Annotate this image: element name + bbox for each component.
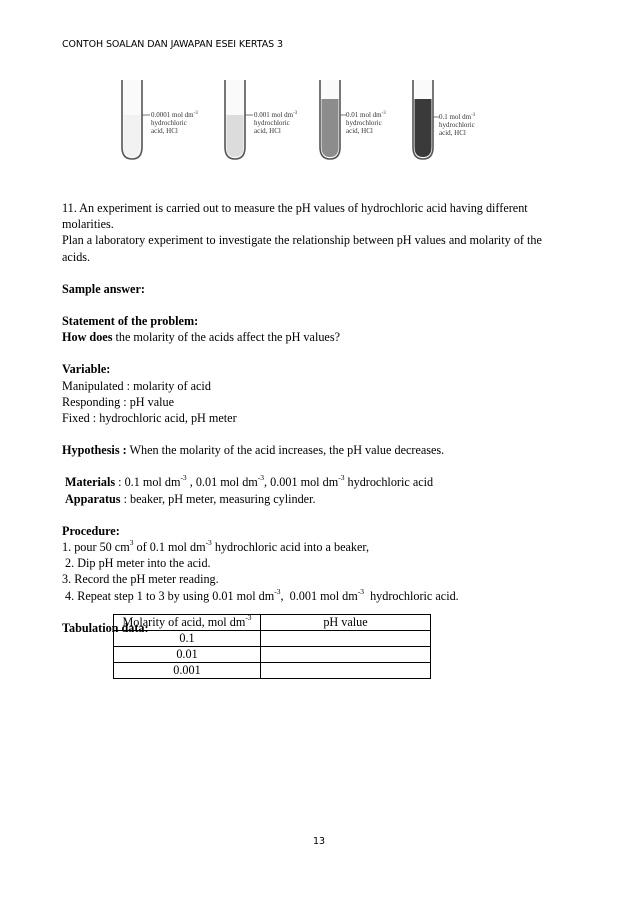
- header-molarity-exp: -3: [245, 612, 252, 622]
- tube-1-line3: acid, HCl: [151, 127, 178, 135]
- tabulation-heading: Tabulation data:: [62, 620, 149, 635]
- tube-4-line2: hydrochloric: [439, 121, 475, 129]
- tube-2-conc: 0.001 mol dm: [254, 111, 294, 119]
- test-tube-4: [413, 80, 476, 159]
- materials-part-2: , 0.01 mol dm: [186, 475, 258, 490]
- acid-liquid-1: [124, 115, 141, 157]
- svg-text:0.0001 mol dm-3: [151, 111, 198, 119]
- statement-heading: Statement of the problem:: [62, 314, 199, 329]
- table-row: [114, 631, 431, 647]
- step-4-part-a: 4. Repeat step 1 to 3 by using 0.01 mol dm: [62, 588, 275, 603]
- tube-2-line2: hydrochloric: [254, 119, 290, 127]
- tube-1-conc: 0.0001 mol dm: [151, 111, 194, 119]
- apparatus: [62, 491, 582, 507]
- procedure-heading: Procedure:: [62, 523, 120, 538]
- apparatus-label: Apparatus: [65, 491, 121, 506]
- tube-4-conc: 0.1 mol dm: [439, 113, 472, 121]
- materials-part-4: hydrochloric acid: [344, 475, 434, 490]
- test-tube-2: [225, 80, 298, 159]
- question-line-2: molarities.: [62, 217, 114, 232]
- test-tube-1: [122, 80, 198, 159]
- materials-part-1: : 0.1 mol dm: [115, 475, 181, 490]
- materials-part-3: , 0.001 mol dm: [264, 475, 339, 490]
- molarity-cell: 0.1: [114, 631, 261, 647]
- step-4-part-c: hydrochloric acid.: [363, 588, 459, 603]
- procedure-step-1: [62, 539, 582, 555]
- procedure-step-3: 3. Record the pH meter reading.: [62, 572, 219, 587]
- step-1-exp-b: -3: [205, 537, 212, 547]
- tube-2-exp: -3: [293, 111, 298, 116]
- step-1-part-b: of 0.1 mol dm: [133, 540, 206, 555]
- variable-responding: Responding : pH value: [62, 394, 175, 409]
- ph-cell: [261, 631, 431, 647]
- step-1-part-a: 1. pour 50 cm: [62, 540, 130, 555]
- molarity-cell: 0.001: [114, 663, 261, 679]
- acid-liquid-4: [415, 99, 432, 157]
- page-header: CONTOH SOALAN DAN JAWAPAN ESEI KERTAS 3: [62, 39, 283, 50]
- header-molarity-text: Molarity of acid, mol dm: [122, 615, 246, 629]
- materials-exp-1: -3: [180, 473, 187, 483]
- molarity-cell: 0.01: [114, 647, 261, 663]
- question-line-4: acids.: [62, 249, 91, 264]
- materials: [62, 474, 582, 490]
- svg-text:0.01 mol dm-3: [346, 111, 386, 119]
- hypothesis: [62, 442, 582, 458]
- statement-bold: How does: [62, 330, 113, 345]
- tube-1-line2: hydrochloric: [151, 119, 187, 127]
- test-tube-3: [320, 80, 386, 159]
- statement-rest: the molarity of the acids affect the pH values?: [112, 330, 340, 345]
- ph-cell: [261, 647, 431, 663]
- step-1-exp-a: 3: [129, 537, 134, 547]
- hypothesis-text: When the molarity of the acid increases, the pH value decreases.: [126, 443, 445, 458]
- test-tubes-figure: [110, 75, 520, 170]
- sample-answer-heading: Sample answer:: [62, 281, 145, 296]
- tube-3-conc: 0.01 mol dm: [346, 111, 382, 119]
- procedure-step-2: 2. Dip pH meter into the acid.: [62, 556, 211, 571]
- svg-text:0.001 mol dm-3: [254, 111, 298, 119]
- tube-2-line3: acid, HCl: [254, 127, 281, 135]
- variable-fixed: Fixed : hydrochloric acid, pH meter: [62, 411, 237, 426]
- tube-1-exp: -3: [193, 111, 198, 116]
- table-header-ph: pH value: [261, 615, 431, 631]
- procedure-step-4: [62, 588, 582, 604]
- table-header-row: [114, 615, 431, 631]
- question-line-3: Plan a laboratory experiment to investigate the relationship between pH values and molarity of the: [62, 233, 542, 248]
- document-body: [62, 200, 582, 636]
- variable-manipulated: Manipulated : molarity of acid: [62, 378, 211, 393]
- svg-text:0.1 mol dm-3: [439, 113, 476, 121]
- question-line-1: 11. An experiment is carried out to measure the pH values of hydrochloric acid having different: [62, 201, 528, 215]
- acid-liquid-3: [322, 99, 339, 157]
- materials-exp-3: -3: [338, 473, 345, 483]
- ph-cell: [261, 663, 431, 679]
- table-header-molarity: [114, 612, 261, 631]
- step-4-exp-b: -3: [357, 586, 364, 596]
- acid-liquid-2: [227, 115, 244, 157]
- tabulation-table: [113, 614, 431, 679]
- tube-4-line3: acid, HCl: [439, 129, 466, 137]
- materials-label: Materials: [65, 475, 116, 490]
- page-number: 13: [312, 836, 326, 847]
- hypothesis-label: Hypothesis :: [62, 443, 127, 458]
- table-row: [114, 663, 431, 679]
- materials-exp-2: -3: [257, 473, 265, 483]
- tube-3-exp: -3: [381, 111, 386, 116]
- apparatus-text: : beaker, pH meter, measuring cylinder.: [120, 491, 316, 506]
- statement-text: [62, 329, 582, 345]
- tube-3-line2: hydrochloric: [346, 119, 382, 127]
- table-row: [114, 647, 431, 663]
- tube-3-line3: acid, HCl: [346, 127, 373, 135]
- tube-4-exp: -3: [471, 113, 476, 118]
- step-1-part-c: hydrochloric acid into a beaker,: [211, 540, 370, 555]
- step-4-exp-a: -3: [274, 586, 281, 596]
- step-4-part-b: , 0.001 mol dm: [280, 588, 358, 603]
- variable-heading: Variable:: [62, 362, 111, 377]
